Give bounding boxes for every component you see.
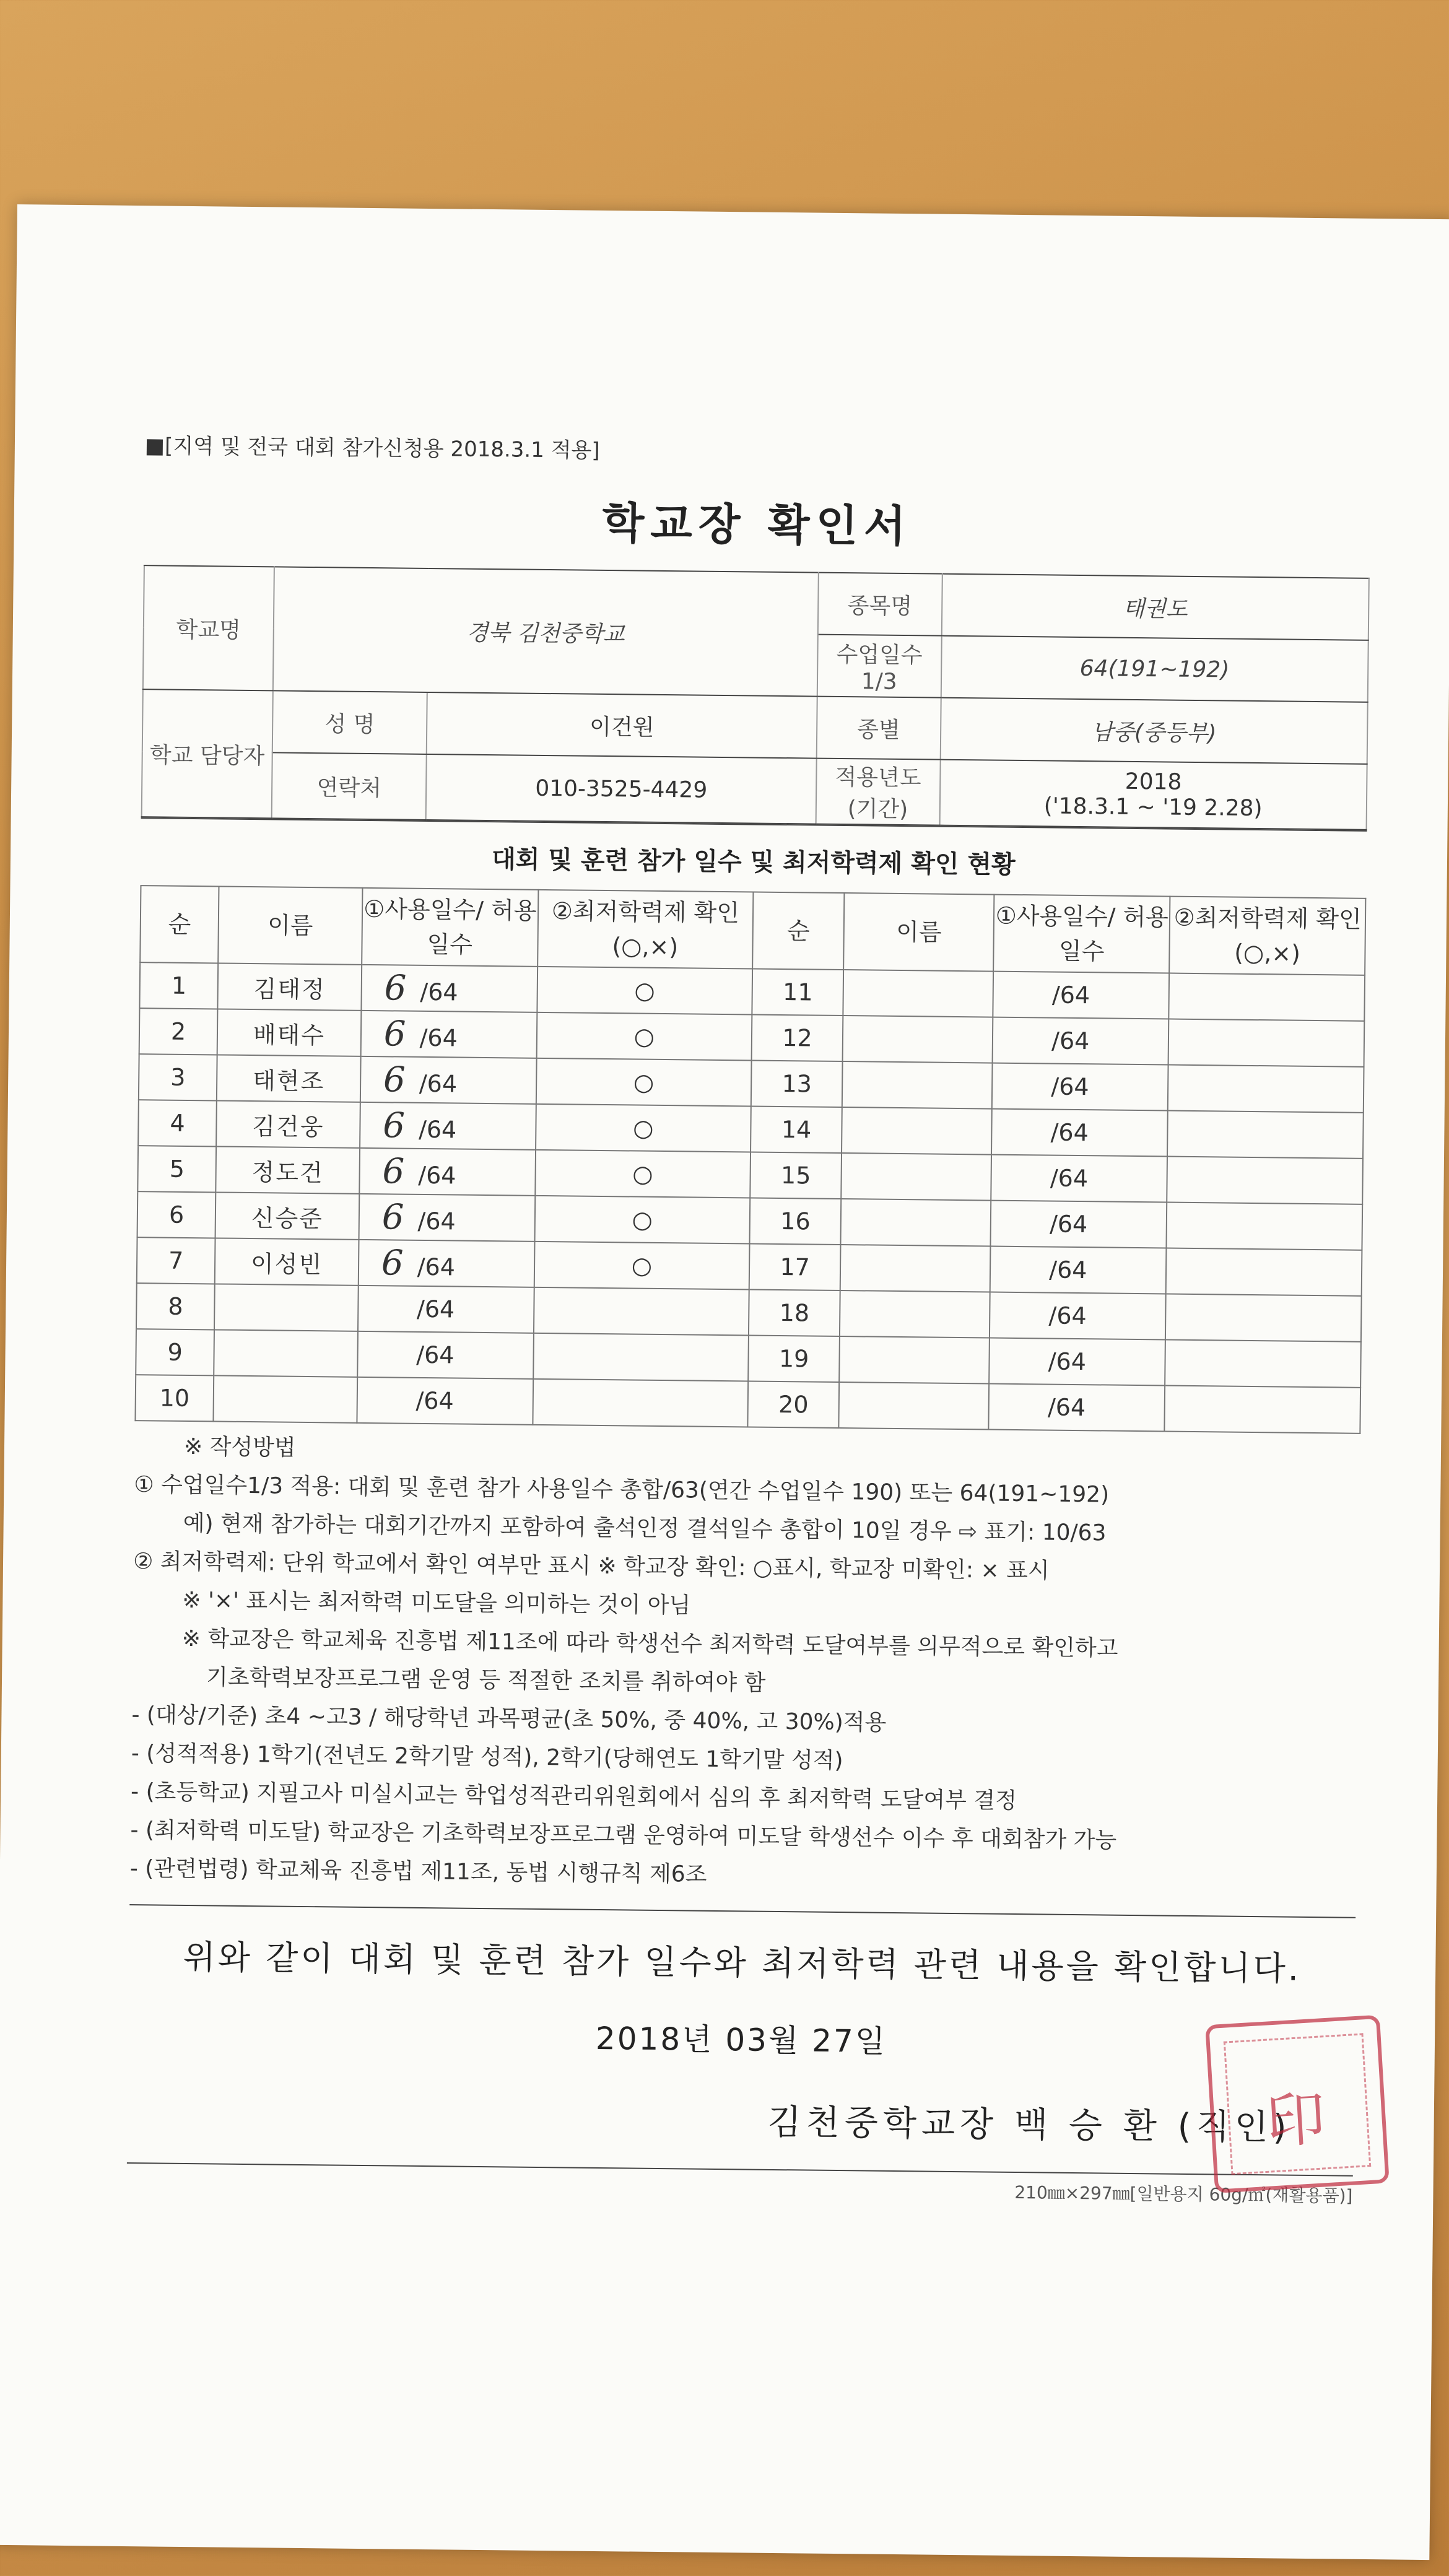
sport-value: 태권도 (941, 574, 1368, 640)
info-table (141, 565, 1370, 830)
row-name (214, 1375, 357, 1422)
detail-2: - (성적적용) 1학기(전년도 2학기말 성적), 2학기(당해연도 1학기말 성적) (131, 1741, 843, 1774)
days-value: 64(191~192) (941, 636, 1368, 702)
row-check (1167, 1203, 1362, 1250)
row-used (360, 1011, 537, 1058)
header-note: ■[지역 및 전국 대회 참가신청용 2018.3.1 적용] (144, 433, 600, 463)
allowed-days: /64 (1050, 1164, 1089, 1193)
row-name (841, 1199, 991, 1247)
row-no: 4 (138, 1100, 217, 1146)
seal-mark-icon: 印 (1264, 2083, 1333, 2157)
row-no: 8 (136, 1283, 215, 1329)
used-days: 6 (382, 1105, 406, 1146)
row-used (992, 1063, 1168, 1111)
row-check (1165, 1340, 1360, 1388)
row-name: 태현조 (217, 1055, 360, 1102)
note-3: ※ 학교장은 학교체육 진흥법 제11조에 따라 학생선수 최저학력 도달여부를 의무적으로 확인하고 (181, 1625, 1118, 1661)
year-label: 적용년도 (기간) (816, 759, 940, 825)
allowed-days: /64 (1048, 1347, 1087, 1376)
year-cell (939, 760, 1367, 830)
allowed-days: /64 (420, 978, 458, 1006)
signer-name: 김천중학교장 백 승 환 (직인) (767, 2102, 1292, 2148)
row-used (359, 1148, 536, 1196)
row-no: 14 (751, 1106, 842, 1153)
used-days (366, 1408, 416, 1409)
row-used (990, 1292, 1166, 1340)
used-days: 6 (383, 1013, 406, 1055)
header-name: 이름 (843, 893, 994, 972)
note-1-example: 예) 현재 참가하는 대회기간까지 포함하여 출석인정 결석일수 총합이 10일 경우 ⇨ 표기: 10/63 (183, 1510, 1107, 1546)
row-name: 신승준 (215, 1192, 359, 1239)
row-no: 3 (139, 1054, 217, 1100)
division-value: 남중(중등부) (940, 698, 1367, 764)
detail-3: - (초등학교) 지필고사 미실시교는 학업성적관리위원회에서 심의 후 최저학력 도달여부 결정 (130, 1779, 1017, 1814)
year-value: 2018 (1125, 768, 1182, 795)
row-name (214, 1329, 357, 1377)
allowed-days: /64 (1051, 1027, 1090, 1055)
allowed-days: /64 (417, 1253, 456, 1281)
row-name (839, 1382, 990, 1430)
name-value: 이건원 (427, 692, 817, 759)
official-seal (1205, 2015, 1390, 2193)
school-label: 학교명 (143, 565, 274, 690)
row-check (1167, 1111, 1363, 1159)
row-used (358, 1240, 534, 1287)
row-name (843, 1016, 993, 1063)
row-used (360, 1102, 536, 1150)
allowed-days: /64 (419, 1024, 458, 1052)
table-body (135, 962, 1365, 1434)
row-name: 정도건 (216, 1146, 360, 1193)
row-no: 16 (749, 1198, 841, 1245)
row-no: 18 (749, 1289, 840, 1336)
paper-spec: 210㎜×297㎜[일반용지 60g/㎡(재활용품)] (1014, 2182, 1353, 2206)
row-check (1169, 973, 1365, 1021)
allowed-days: /64 (419, 1069, 458, 1098)
row-check (1168, 1019, 1364, 1067)
confirmation-statement: 위와 같이 대회 및 훈련 참가 일수와 최저학력 관련 내용을 확인합니다. (129, 1904, 1355, 1991)
row-used (991, 1201, 1167, 1248)
section-title: 대회 및 훈련 참가 일수 및 최저학력제 확인 현황 (141, 817, 1367, 898)
row-name (843, 970, 994, 1017)
row-no: 15 (750, 1152, 842, 1199)
detail-4: - (최저학력 미도달) 학교장은 기초학력보장프로그램 운영하여 미도달 학생선수 이수 후 대회참가 가능 (130, 1817, 1117, 1853)
name-label: 성 명 (272, 690, 428, 754)
note-3-continued: 기초학력보장프로그램 운영 등 적절한 조치를 취하여야 함 (206, 1664, 766, 1696)
sport-label: 종목명 (818, 573, 942, 636)
notes (130, 1427, 1361, 1901)
contact-value: 010-3525-4429 (426, 754, 816, 824)
row-name (842, 1061, 993, 1109)
row-check (1167, 1157, 1363, 1204)
row-no: 11 (752, 968, 843, 1016)
row-check: ○ (535, 1150, 751, 1198)
row-used (360, 1056, 537, 1104)
days-label: 수업일수 1/3 (817, 635, 942, 698)
row-name (839, 1336, 990, 1384)
allowed-days: /64 (416, 1386, 454, 1415)
row-used (989, 1338, 1165, 1386)
row-used (357, 1331, 534, 1379)
row-used (991, 1109, 1168, 1157)
header-no: 순 (140, 886, 219, 963)
notes-heading: ※ 작성방법 (183, 1434, 296, 1461)
row-name (214, 1284, 358, 1331)
used-days: 6 (381, 1196, 404, 1238)
signer-line (127, 2083, 1333, 2157)
row-no: 20 (747, 1381, 839, 1428)
note-2-remark: ※ '×' 표시는 최저학력 미도달을 의미하는 것이 아님 (182, 1587, 691, 1619)
header-name: 이름 (218, 886, 362, 964)
row-used (991, 1155, 1167, 1203)
detail-1: - (대상/기준) 초4 ~고3 / 해당학년 과목평균(초 50%, 중 40%, 고 30%)적용 (131, 1702, 887, 1736)
row-used (990, 1247, 1167, 1294)
used-days (367, 1316, 417, 1317)
allowed-days: /64 (417, 1207, 456, 1235)
row-no: 13 (751, 1060, 843, 1107)
row-used (361, 965, 537, 1012)
row-used (357, 1377, 533, 1425)
used-days (367, 1362, 416, 1363)
row-check: ○ (536, 1012, 752, 1061)
used-days: 6 (381, 1242, 404, 1284)
used-days: 6 (382, 1151, 405, 1192)
row-used (993, 972, 1170, 1019)
row-no: 6 (137, 1191, 216, 1238)
document-title: 학교장 확인서 (602, 497, 913, 552)
note-1: ① 수업일수1/3 적용: 대회 및 훈련 참가 사용일수 총합/63(연간 수업일수 190) 또는 64(191~192) (134, 1472, 1110, 1508)
row-no: 5 (137, 1146, 216, 1192)
header-used: ①사용일수/ 허용일수 (362, 888, 538, 967)
row-no: 19 (748, 1335, 840, 1382)
header-used: ①사용일수/ 허용일수 (993, 895, 1170, 973)
participation-table (134, 885, 1366, 1434)
allowed-days: /64 (1049, 1210, 1088, 1238)
row-no: 17 (749, 1243, 841, 1290)
detail-5: - (관련법령) 학교체육 진흥법 제11조, 동법 시행규칙 제6조 (129, 1856, 707, 1887)
school-value: 경북 김천중학교 (273, 567, 819, 696)
row-check (1165, 1386, 1360, 1434)
row-name: 김태정 (218, 963, 362, 1010)
period-value: ('18.3.1 ~ '19 2.28) (1043, 793, 1263, 822)
row-check: ○ (537, 967, 752, 1015)
row-used (993, 1017, 1169, 1065)
allowed-days: /64 (416, 1341, 455, 1369)
header-check: ②최저학력제 확인(○,×) (1169, 897, 1365, 975)
row-no: 12 (752, 1014, 843, 1061)
division-label: 종별 (816, 697, 941, 760)
issue-date: 2018년 03월 27일 (595, 2020, 887, 2060)
allowed-days: /64 (418, 1115, 457, 1144)
row-check: ○ (536, 1058, 752, 1107)
header-no: 순 (752, 892, 845, 970)
row-check (533, 1379, 748, 1427)
row-no: 1 (139, 962, 218, 1009)
header-check: ②최저학력제 확인(○,×) (537, 890, 753, 969)
contact-label: 연락처 (271, 752, 427, 820)
row-name: 김건웅 (216, 1100, 360, 1147)
row-no: 10 (135, 1375, 214, 1421)
row-name: 이성빈 (215, 1238, 359, 1285)
row-used (359, 1194, 535, 1242)
note-2: ② 최저학력제: 단위 학교에서 확인 여부만 표시 ※ 학교장 확인: ○표시, 학교장 미확인: × 표시 (133, 1549, 1050, 1584)
row-name (840, 1245, 991, 1292)
row-no: 7 (137, 1237, 215, 1284)
row-check (1168, 1065, 1364, 1113)
allowed-days: /64 (1051, 1073, 1089, 1101)
allowed-days: /64 (1050, 1118, 1089, 1147)
row-check (534, 1287, 749, 1336)
manager-label: 학교 담당자 (142, 689, 273, 818)
row-no: 9 (136, 1329, 214, 1375)
allowed-days: /64 (418, 1161, 456, 1190)
row-check (1166, 1248, 1362, 1296)
allowed-days: /64 (1049, 1256, 1087, 1284)
row-name (842, 1107, 992, 1155)
row-check: ○ (536, 1104, 751, 1152)
used-days: 6 (384, 967, 407, 1009)
row-used (989, 1384, 1165, 1432)
allowed-days: /64 (1048, 1302, 1087, 1330)
row-check (1165, 1294, 1361, 1342)
used-days: 6 (383, 1059, 406, 1100)
row-no: 2 (139, 1008, 218, 1055)
row-check: ○ (534, 1196, 750, 1244)
allowed-days: /64 (1051, 981, 1090, 1009)
row-used (358, 1286, 534, 1333)
document-paper (0, 204, 1449, 2560)
confirmation-document (126, 429, 1371, 2208)
row-check: ○ (534, 1242, 749, 1290)
allowed-days: /64 (416, 1295, 455, 1323)
row-name (840, 1290, 990, 1338)
row-check (533, 1333, 749, 1382)
allowed-days: /64 (1047, 1393, 1086, 1422)
row-name: 배태수 (217, 1009, 361, 1056)
table-header-row (140, 886, 1365, 975)
row-name (842, 1153, 992, 1201)
